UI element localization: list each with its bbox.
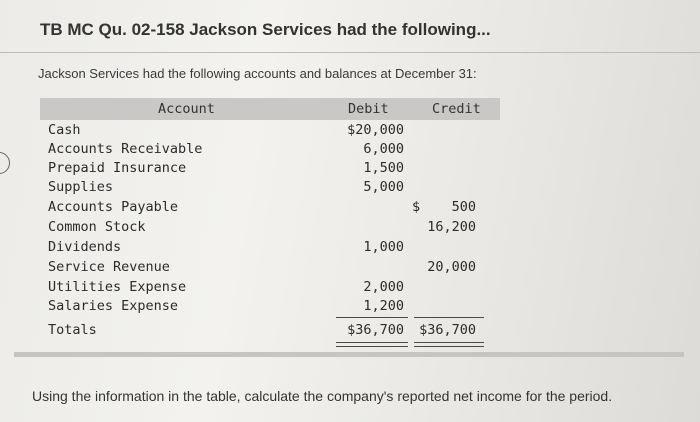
table-row bbox=[40, 199, 500, 219]
account-name: Prepaid Insurance bbox=[48, 160, 187, 176]
debit-value: 2,000 bbox=[363, 279, 404, 295]
table-row bbox=[40, 298, 500, 318]
account-name: Service Revenue bbox=[48, 259, 170, 275]
credit-subtotal-line bbox=[414, 317, 484, 318]
account-name: Dividends bbox=[48, 239, 122, 255]
table-bottom-bar bbox=[14, 352, 684, 357]
debit-value: 1,000 bbox=[363, 239, 404, 255]
debit-value: $20,000 bbox=[347, 122, 404, 138]
debit-subtotal-line bbox=[336, 317, 408, 318]
credit-dollar-sign: $ bbox=[412, 199, 421, 215]
totals-label: Totals bbox=[48, 322, 97, 338]
account-name: Utilities Expense bbox=[48, 279, 187, 295]
credit-total: $36,700 bbox=[419, 322, 476, 338]
header-debit: Debit bbox=[348, 101, 389, 117]
account-name: Supplies bbox=[48, 179, 114, 195]
debit-value: 1,500 bbox=[363, 160, 404, 176]
question-text: Using the information in the table, calculate the company's reported net income for the period. bbox=[32, 388, 613, 404]
credit-value: 16,200 bbox=[427, 219, 476, 235]
account-name: Salaries Expense bbox=[48, 298, 179, 314]
credit-value: 500 bbox=[451, 199, 476, 215]
account-name: Cash bbox=[48, 122, 81, 138]
table-header bbox=[40, 98, 500, 120]
debit-total-double-line bbox=[336, 342, 408, 347]
table-row bbox=[40, 179, 500, 199]
debit-value: 5,000 bbox=[363, 179, 404, 195]
header-credit: Credit bbox=[432, 101, 481, 117]
table-row bbox=[40, 279, 500, 299]
table-row bbox=[40, 219, 500, 239]
table-row bbox=[40, 239, 500, 259]
totals-row bbox=[40, 322, 500, 342]
table-row bbox=[40, 122, 500, 142]
debit-value: 6,000 bbox=[363, 141, 404, 157]
credit-total-double-line bbox=[414, 342, 484, 347]
credit-value: 20,000 bbox=[427, 259, 476, 275]
table-row bbox=[40, 259, 500, 279]
account-name: Accounts Receivable bbox=[48, 141, 203, 157]
table-row bbox=[40, 160, 500, 180]
table-row bbox=[40, 141, 500, 161]
account-name: Accounts Payable bbox=[48, 199, 179, 215]
debit-value: 1,200 bbox=[363, 298, 404, 314]
header-account: Account bbox=[158, 101, 215, 117]
debit-total: $36,700 bbox=[347, 322, 404, 338]
question-title: TB MC Qu. 02-158 Jackson Services had the following... bbox=[40, 20, 491, 39]
radio-circle-icon bbox=[0, 152, 10, 174]
title-divider bbox=[0, 52, 700, 53]
intro-text: Jackson Services had the following accounts and balances at December 31: bbox=[38, 66, 477, 81]
account-name: Common Stock bbox=[48, 219, 146, 235]
